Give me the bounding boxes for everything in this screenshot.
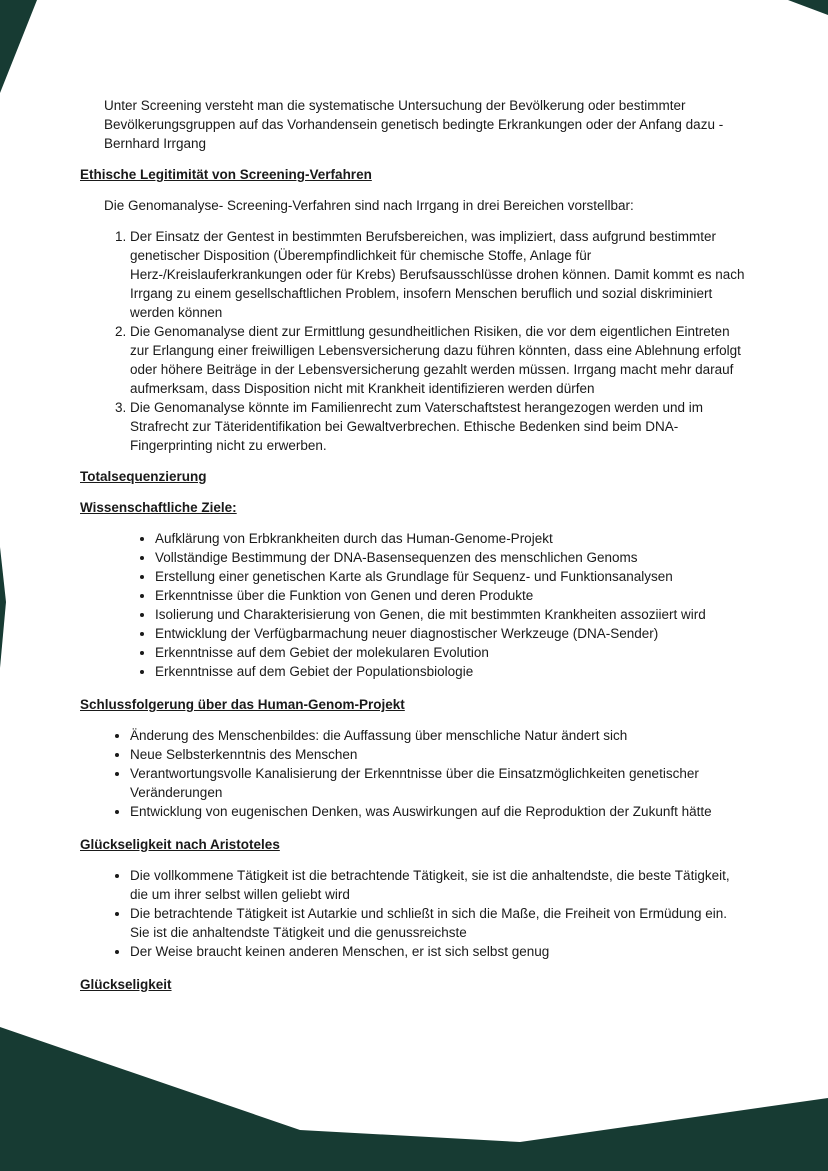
ziele-bullet-list <box>80 529 746 681</box>
heading-glueckseligkeit-aristoteles: Glückseligkeit nach Aristoteles <box>80 837 280 852</box>
aristoteles-bullet-3: • Der Weise braucht keinen anderen Menschen, er ist sich selbst genug <box>130 942 746 961</box>
ziele-bullet-7: • Erkenntnisse auf dem Gebiet der molekularen Evolution <box>155 643 746 662</box>
heading-wissenschaftliche-ziele: Wissenschaftliche Ziele: <box>80 500 237 515</box>
heading-glueckseligkeit: Glückseligkeit <box>80 977 172 992</box>
schlussfolgerung-bullet-2: • Neue Selbsterkenntnis des Menschen <box>130 745 746 764</box>
heading-ethische-legitimitaet: Ethische Legitimität von Screening-Verfahren <box>80 167 372 182</box>
aristoteles-bullet-1: • Die vollkommene Tätigkeit ist die betrachtende Tätigkeit, sie ist die anhaltendste, die beste Tätigkeit, die um ihrer selbst willen geliebt wird <box>130 866 746 904</box>
heading-schlussfolgerung: Schlussfolgerung über das Human-Genom-Projekt <box>80 697 405 712</box>
ethik-lead-paragraph: Die Genomanalyse- Screening-Verfahren sind nach Irrgang in drei Bereichen vorstellbar: <box>104 198 634 213</box>
ethik-numbered-list <box>80 227 746 455</box>
schlussfolgerung-bullet-1: • Änderung des Menschenbildes: die Auffassung über menschliche Natur ändert sich <box>130 726 746 745</box>
schlussfolgerung-bullet-3: • Verantwortungsvolle Kanalisierung der Erkenntnisse über die Einsatzmöglichkeiten genetischer Veränderungen <box>130 764 746 802</box>
aristoteles-bullet-list <box>80 866 746 961</box>
numbered-item-3: 3. Die Genomanalyse könnte im Familienrecht zum Vaterschaftstest herangezogen werden und im Strafrecht zur Täteridentifikation bei Gewaltverbrechen. Ethische Bedenken sind beim DNA-Fingerprinting nicht zu erwerben. <box>130 398 746 455</box>
ziele-bullet-8: • Erkenntnisse auf dem Gebiet der Populationsbiologie <box>155 662 746 681</box>
numbered-item-1: 1. Der Einsatz der Gentest in bestimmten Berufsbereichen, was impliziert, dass aufgrund bestimmter genetischer Disposition (Überempfindlichkeit für chemische Stoffe, Anlage für Herz-/Kreislauferkrankungen oder für Krebs) Berufsausschlüsse drohen können. Damit kommt es nach Irrgang zu einem gesellschaftlichen Problem, insofern Menschen beruflich und sozial diskriminiert werden können <box>130 227 746 322</box>
ziele-bullet-3: • Erstellung einer genetischen Karte als Grundlage für Sequenz- und Funktionsanalysen <box>155 567 746 586</box>
ziele-bullet-6: • Entwicklung der Verfügbarmachung neuer diagnostischer Werkzeuge (DNA-Sender) <box>155 624 746 643</box>
ziele-bullet-2: • Vollständige Bestimmung der DNA-Basensequenzen des menschlichen Genoms <box>155 548 746 567</box>
schlussfolgerung-bullet-4: • Entwicklung von eugenischen Denken, was Auswirkungen auf die Reproduktion der Zukunft hätte <box>130 802 746 821</box>
document-body <box>80 96 746 1006</box>
schlussfolgerung-bullet-list <box>80 726 746 821</box>
intro-paragraph: Unter Screening versteht man die systematische Untersuchung der Bevölkerung oder bestimmter Bevölkerungsgruppen auf das Vorhandensein genetisch bedingte Erkrankungen oder der Anfang dazu - Bernhard Irrgang <box>104 98 724 151</box>
heading-totalsequenzierung: Totalsequenzierung <box>80 469 207 484</box>
ziele-bullet-5: • Isolierung und Charakterisierung von Genen, die mit bestimmten Krankheiten assoziiert wird <box>155 605 746 624</box>
ziele-bullet-1: • Aufklärung von Erbkrankheiten durch das Human-Genome-Projekt <box>155 529 746 548</box>
aristoteles-bullet-2: • Die betrachtende Tätigkeit ist Autarkie und schließt in sich die Maße, die Freiheit von Ermüdung ein. Sie ist die anhaltendste Tätigkeit und die genussreichste <box>130 904 746 942</box>
ziele-bullet-4: • Erkenntnisse über die Funktion von Genen und deren Produkte <box>155 586 746 605</box>
numbered-item-2: 2. Die Genomanalyse dient zur Ermittlung gesundheitlichen Risiken, die vor dem eigentlichen Eintreten zur Erlangung einer freiwilligen Lebensversicherung dazu führen könnten, dass eine Ablehnung erfolgt oder höhere Beiträge in der Lebensversicherung gezahlt werden müssen. Irrgang macht mehr darauf aufmerksam, dass Disposition nicht mit Krankheit identifizieren werden dürfen <box>130 322 746 398</box>
